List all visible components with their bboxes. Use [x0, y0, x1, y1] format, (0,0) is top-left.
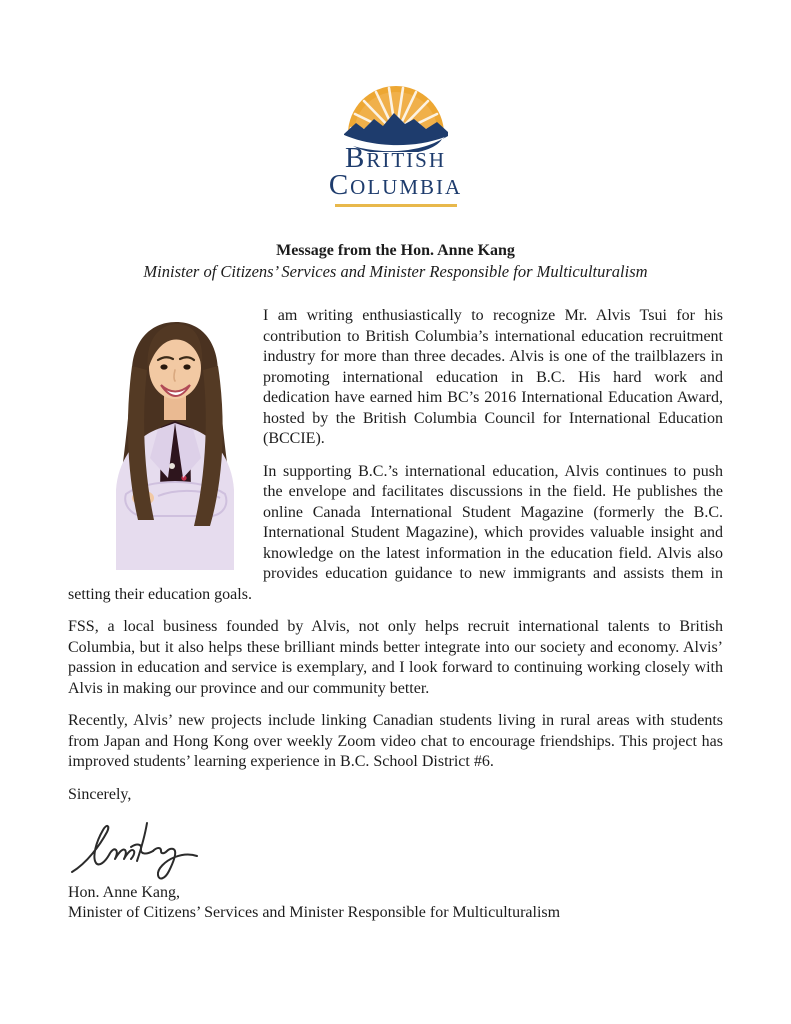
- letter-subtitle: Minister of Citizens’ Services and Minister Responsible for Multiculturalism: [143, 262, 648, 281]
- signature-anne-kang: [69, 817, 204, 881]
- paragraph-2: In supporting B.C.’s international education, Alvis continues to push the envelope and facilitates discussions in the field. He publishes the online Canada International Student Magazine (formerly the B.C. International Student Magazine), which provides valuable insight and knowledge on the latest information in the education field. Alvis also provides education guidance to new immigrants and assists them in setting their education goals.: [68, 462, 723, 603]
- letter-body: [68, 306, 723, 923]
- logo-wordmark-columbia: COLUMBIA: [328, 169, 463, 201]
- paragraph-4: Recently, Alvis’ new projects include linking Canadian students living in rural areas with students from Japan and Hong Kong over weekly Zoom video chat to encourage friendships. This project has improved students’ learning experience in B.C. School District #6.: [68, 712, 723, 770]
- bc-logo: [68, 84, 723, 207]
- letter-title: Message from the Hon. Anne Kang: [276, 242, 515, 259]
- paragraph-3: FSS, a local business founded by Alvis, not only helps recruit international talents to British Columbia, but it also helps these brilliant minds better integrate into our society and economy. Alvis’ passion in education and service is exemplary, and I look forward to continuing working closely with Alvis in making our province and our community better.: [68, 618, 723, 697]
- logo-wordmark-british: BRITISH: [344, 142, 446, 174]
- paragraph-1: I am writing enthusiastically to recognize Mr. Alvis Tsui for his contribution to British Columbia’s international education recruitment industry for more than three decades. Alvis is one of the trailblazers in promoting international education in B.C. His hard work and dedication have earned him BC’s 2016 International Education Award, hosted by the British Columbia Council for International Education (BCCIE).: [263, 307, 723, 447]
- salutation: Sincerely,: [68, 785, 132, 803]
- portrait-illustration: [98, 308, 253, 570]
- portrait-photo-anne-kang: [98, 308, 253, 570]
- logo-wordmark: [68, 142, 723, 207]
- signer-title: Minister of Citizens’ Services and Minister Responsible for Multiculturalism: [68, 904, 561, 921]
- signer-name: Hon. Anne Kang,: [68, 884, 180, 901]
- letter-headings: [68, 241, 723, 281]
- logo-gold-underline: [335, 204, 457, 207]
